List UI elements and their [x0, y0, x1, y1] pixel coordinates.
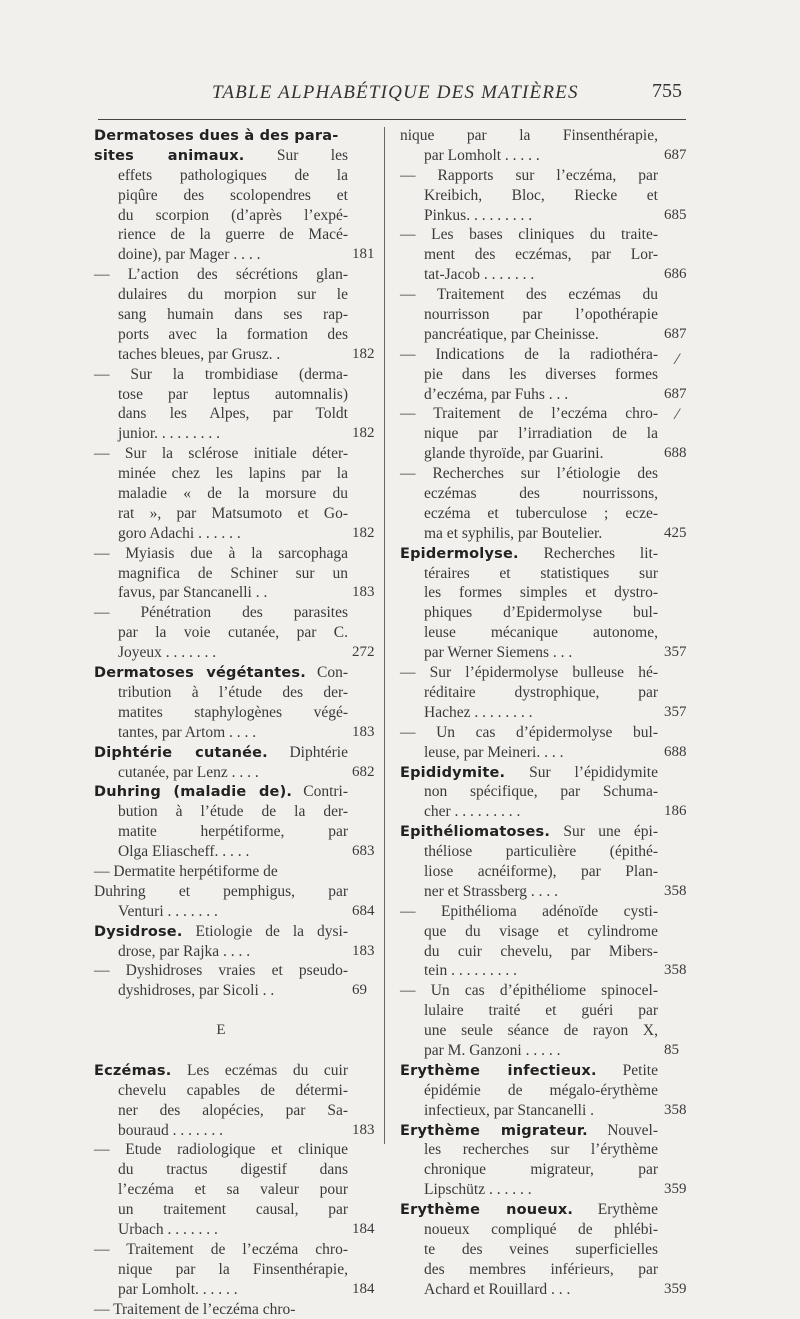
index-line-text: ports avec la formation des	[118, 325, 348, 343]
index-line	[400, 385, 687, 405]
index-line	[400, 683, 658, 703]
index-line	[400, 285, 658, 305]
index-line-text: Urbach . . . . . . .	[118, 1220, 218, 1238]
page-reference: 686	[664, 266, 687, 283]
index-line	[94, 1121, 375, 1141]
index-line	[400, 782, 658, 802]
index-line-text: cutanée, par Lenz . . . .	[118, 763, 259, 781]
page-reference: 688	[664, 743, 687, 760]
index-line	[400, 1081, 658, 1101]
index-line-text: — Les bases cliniques du traite-	[400, 226, 658, 244]
index-line	[400, 564, 658, 584]
index-line-text: Lipschütz . . . . . .	[424, 1181, 532, 1199]
index-line-text: Epithéliomatoses. Sur une épi-	[400, 823, 658, 841]
index-line	[400, 922, 658, 942]
page-reference: 182	[352, 345, 375, 362]
index-line	[94, 564, 348, 584]
index-line-text: lulaire traité et guéri par	[424, 1002, 658, 1020]
page-reference: 425	[664, 524, 687, 541]
index-line-text: maladie « de la morsure du	[118, 485, 348, 503]
index-line-text: tose par leptus automnalis)	[118, 385, 348, 403]
index-line-text: Epididymite. Sur l’épididymite	[400, 763, 658, 781]
index-line	[94, 206, 348, 226]
index-line-text: — Traitement de l’eczéma chro-	[94, 1300, 296, 1318]
index-line	[400, 424, 658, 444]
index-line-text: l’eczéma et sa valeur pour	[118, 1181, 348, 1199]
index-line	[400, 1160, 658, 1180]
index-line	[94, 663, 348, 683]
index-line-text: — Recherches sur l’étiologie des	[400, 465, 658, 483]
index-line	[94, 265, 348, 285]
index-line	[94, 1041, 348, 1061]
index-line	[94, 842, 375, 862]
index-line-text: dulaires du morpion sur le	[118, 286, 348, 304]
index-line	[400, 961, 687, 981]
index-line	[94, 902, 375, 922]
page-reference: 183	[352, 584, 375, 601]
index-line-text: ma et syphilis, par Boutelier.	[424, 524, 603, 542]
page-reference: 272	[352, 644, 375, 661]
index-line	[400, 1001, 658, 1021]
index-line-text: — Sur la sclérose initiale déter-	[94, 445, 348, 463]
index-line	[94, 225, 348, 245]
index-line	[94, 126, 348, 146]
index-line-text: infectieux, par Stancanelli .	[424, 1101, 595, 1119]
index-line	[400, 763, 658, 783]
index-line	[94, 285, 348, 305]
index-line	[400, 663, 658, 683]
index-line	[94, 882, 348, 902]
index-line-text: un traitement causal, par	[118, 1201, 348, 1219]
index-line	[94, 504, 348, 524]
index-line	[94, 404, 348, 424]
index-line-text: — Rapports sur l’eczéma, par	[400, 166, 658, 184]
page-reference: 184	[352, 1220, 375, 1237]
index-line-text: tantes, par Artom . . . .	[118, 723, 257, 741]
index-line-text: du tractus digestif dans	[118, 1161, 348, 1179]
column-divider	[384, 127, 385, 1144]
index-line-text: Olga Eliascheff. . . . .	[118, 843, 250, 861]
index-line-text: sang humain dans ses rap-	[118, 306, 348, 324]
index-line-text: bouraud . . . . . . .	[118, 1121, 224, 1139]
index-line-text: Duhring et pemphigus, par	[94, 882, 348, 900]
index-line-text: sites animaux. Sur les	[94, 146, 348, 164]
index-line-text: matite herpétiforme, par	[118, 823, 348, 841]
index-line	[400, 1220, 658, 1240]
index-line	[400, 703, 687, 723]
index-line	[94, 1160, 348, 1180]
index-line-text: Erythème migrateur. Nouvel-	[400, 1121, 659, 1139]
index-line-text: chronique migrateur, par	[424, 1161, 658, 1179]
index-line-text: doine), par Mager . . . .	[118, 246, 261, 264]
index-line	[94, 146, 348, 166]
index-line	[400, 1121, 658, 1141]
index-line-text: des membres inférieurs, par	[424, 1260, 658, 1278]
index-line	[94, 1200, 348, 1220]
index-line	[400, 345, 658, 365]
page-reference: 182	[352, 524, 375, 541]
index-line-text: ner et Strassberg . . . .	[424, 882, 559, 900]
index-line-text: que du visage et cylindrome	[424, 922, 658, 940]
page-reference: 359	[664, 1181, 687, 1198]
index-line-text: rat », par Matsumoto et Go-	[118, 504, 348, 522]
index-line-text: Dysidrose. Etiologie de la dysi-	[94, 922, 348, 940]
index-line-text: bution à l’étude de la der-	[118, 803, 348, 821]
index-line-text: par la voie cutanée, par C.	[118, 624, 348, 642]
index-line-text: — Traitement de l’eczéma chro-	[400, 405, 658, 423]
page-reference: 186	[664, 803, 687, 820]
index-line-text: minée chez les lapins par la	[118, 465, 348, 483]
index-line	[94, 345, 375, 365]
index-line	[400, 1140, 658, 1160]
index-line-text: Eczémas. Les eczémas du cuir	[94, 1061, 348, 1079]
index-line-text: noueux compliqué de phlébi-	[424, 1220, 658, 1238]
index-line	[94, 643, 375, 663]
index-line	[400, 444, 687, 464]
index-line	[400, 166, 658, 186]
page-reference: 183	[352, 723, 375, 740]
page-reference: 182	[352, 425, 375, 442]
index-line	[400, 743, 687, 763]
index-line-text: tein . . . . . . . . .	[424, 962, 517, 980]
right-column	[400, 126, 687, 1300]
index-line-text: liose acnéiforme), par Plan-	[424, 862, 658, 880]
index-line-text: non spécifique, par Schuma-	[424, 783, 658, 801]
index-line	[400, 126, 658, 146]
index-line-text: nique par la Finsenthérapie,	[118, 1260, 348, 1278]
index-line	[94, 1101, 348, 1121]
index-line	[94, 1081, 348, 1101]
index-line-text: par M. Ganzoni . . . . .	[424, 1041, 561, 1059]
index-line	[400, 1061, 658, 1081]
index-line-text: — Dermatite herpétiforme de	[94, 862, 278, 880]
index-line	[94, 623, 348, 643]
index-line	[94, 1220, 375, 1240]
index-line	[94, 484, 348, 504]
index-line	[400, 146, 687, 166]
page-reference: 687	[664, 385, 687, 402]
index-line-text: — L’action des sécrétions glan-	[94, 266, 348, 284]
index-line	[400, 623, 658, 643]
index-line-text: eczémas des nourrissons,	[424, 485, 658, 503]
index-line	[94, 424, 375, 444]
index-line-text: magnifica de Schiner sur un	[118, 564, 348, 582]
index-line	[94, 922, 348, 942]
index-line	[94, 862, 348, 882]
index-line-text: glande thyroïde, par Guarini.	[424, 445, 604, 463]
index-line	[94, 1180, 348, 1200]
index-line	[94, 683, 348, 703]
index-line	[94, 305, 348, 325]
index-line	[400, 1041, 679, 1061]
index-line	[400, 305, 658, 325]
index-line-text: tribution à l’étude des der-	[118, 683, 348, 701]
index-line-text: leuse, par Meineri. . . .	[424, 743, 564, 761]
index-line	[94, 822, 348, 842]
index-line	[94, 603, 348, 623]
index-line	[400, 186, 658, 206]
index-line	[94, 1300, 348, 1319]
index-line	[94, 942, 375, 962]
index-line	[400, 1280, 687, 1300]
index-line-text: par Werner Siemens . . .	[424, 644, 573, 662]
index-line	[94, 723, 375, 743]
index-line	[94, 782, 348, 802]
index-line-text: — Sur l’épidermolyse bulleuse hé-	[400, 664, 658, 682]
index-line	[400, 225, 658, 245]
index-line-text: Erythème noueux. Erythème	[400, 1201, 658, 1219]
index-line-text: goro Adachi . . . . . .	[118, 524, 241, 542]
index-line-text: — Dyshidroses vraies et pseudo-	[94, 962, 348, 980]
index-line	[400, 1021, 658, 1041]
index-line-text: Dermatoses dues à des para-	[94, 128, 339, 144]
index-line-text: nourrisson par l’opothérapie	[424, 306, 658, 324]
page-number: 755	[652, 80, 682, 102]
index-line	[400, 404, 658, 424]
index-line-text: te des veines superficielles	[424, 1240, 658, 1258]
page-reference: 682	[352, 763, 375, 780]
index-line-text: par Lomholt . . . . .	[424, 146, 540, 164]
index-line-text: ner des alopécies, par Sa-	[118, 1101, 348, 1119]
index-line-text: eczéma et tuberculose ; ecze-	[424, 504, 658, 522]
page-reference: 687	[664, 325, 687, 342]
index-line-text: tat-Jacob . . . . . . .	[424, 266, 535, 284]
index-line-text: — Sur la trombidiase (derma-	[94, 365, 348, 383]
index-line	[94, 703, 348, 723]
page-reference: 183	[352, 942, 375, 959]
pencil-check-mark: ⁄	[676, 352, 679, 368]
index-line	[400, 504, 658, 524]
running-title: TABLE ALPHABÉTIQUE DES MATIÈRES	[212, 82, 579, 103]
index-line-text: Hachez . . . . . . . .	[424, 703, 533, 721]
index-line-text: — Indications de la radiothéra-	[400, 345, 658, 363]
running-header	[0, 82, 800, 112]
index-line-text: par Lomholt. . . . . .	[118, 1280, 238, 1298]
index-line	[94, 1061, 348, 1081]
index-line-text: nique par l’irradiation de la	[424, 425, 658, 443]
index-line	[400, 484, 658, 504]
index-line	[400, 603, 658, 623]
index-line	[400, 1200, 658, 1220]
index-line	[400, 325, 687, 345]
index-line	[94, 524, 375, 544]
index-line-text: effets pathologiques de la	[118, 166, 348, 184]
index-line-text: les recherches sur l’érythème	[424, 1141, 658, 1159]
index-line-text: chevelu capables de détermi-	[118, 1081, 348, 1099]
index-line-text: Diphtérie cutanée. Diphtérie	[94, 743, 348, 761]
index-line-text: rience de la guerre de Macé-	[118, 226, 348, 244]
page-reference: 181	[352, 246, 375, 263]
page-reference: 357	[664, 644, 687, 661]
page-reference: 183	[352, 1121, 375, 1138]
index-line	[400, 1180, 687, 1200]
index-line-text: Pinkus. . . . . . . . .	[424, 206, 533, 224]
index-line-text: Erythème infectieux. Petite	[400, 1061, 658, 1079]
page-reference: 684	[352, 902, 375, 919]
index-line-text: — Epithélioma adénoïde cysti-	[400, 902, 658, 920]
index-line-text: — Traitement des eczémas du	[400, 286, 658, 304]
index-line	[400, 524, 687, 544]
index-line-text: — Un cas d’épithéliome spinocel-	[400, 982, 658, 1000]
index-line	[400, 942, 658, 962]
index-line	[94, 245, 375, 265]
index-line-text: ment des eczémas, par Lor-	[424, 246, 658, 264]
index-line	[94, 365, 348, 385]
index-line	[94, 1240, 348, 1260]
page-reference: 685	[664, 206, 687, 223]
index-line-text: favus, par Stancanelli . .	[118, 584, 268, 602]
index-line-text: — Un cas d’épidermolyse bul-	[400, 723, 658, 741]
index-line-text: Duhring (maladie de). Contri-	[94, 783, 349, 801]
index-line	[94, 961, 348, 981]
page-reference: 184	[352, 1280, 375, 1297]
index-line	[400, 822, 658, 842]
page-reference: 69	[352, 982, 367, 999]
index-line-text: drose, par Rajka . . . .	[118, 942, 251, 960]
page-reference: 357	[664, 703, 687, 720]
index-line	[400, 1101, 687, 1121]
section-letter: E	[216, 1022, 226, 1039]
index-line-text: — Traitement de l’eczéma chro-	[94, 1240, 348, 1258]
index-line	[94, 444, 348, 464]
index-line-text: Epidermolyse. Recherches lit-	[400, 544, 658, 562]
index-line	[94, 1001, 348, 1021]
index-line-text: — Myiasis due à la sarcophaga	[94, 544, 348, 562]
index-line-text: une seule séance de rayon X,	[424, 1022, 658, 1040]
index-line-text: junior. . . . . . . . .	[118, 425, 221, 443]
index-line-text: réditaire dystrophique, par	[424, 683, 658, 701]
index-line	[400, 464, 658, 484]
index-line-text: épidémie de mégalo-érythème	[424, 1081, 658, 1099]
index-line-text: nique par la Finsenthérapie,	[400, 127, 658, 144]
index-line	[400, 583, 658, 603]
index-line-text: — Etude radiologique et clinique	[94, 1141, 348, 1159]
index-line	[400, 902, 658, 922]
header-rule	[98, 119, 686, 120]
page-reference: 683	[352, 843, 375, 860]
page-reference: 358	[664, 882, 687, 899]
index-line-text: théliose particulière (épithé-	[424, 843, 658, 861]
index-line	[94, 802, 348, 822]
index-line	[400, 265, 687, 285]
index-line-text: taches bleues, par Grusz. .	[118, 345, 281, 363]
index-line-text: du scorpion (d’après l’expé-	[118, 206, 348, 224]
index-line	[94, 325, 348, 345]
page-reference: 358	[664, 1101, 687, 1118]
index-line	[400, 206, 687, 226]
index-line-text: matites staphylogènes végé-	[118, 703, 348, 721]
left-column	[94, 126, 375, 1319]
index-line	[400, 862, 658, 882]
index-line-text: — Pénétration des parasites	[94, 604, 348, 622]
index-line	[400, 365, 658, 385]
index-line	[400, 981, 658, 1001]
index-line-text: Kreibich, Bloc, Riecke et	[424, 186, 658, 204]
page-reference: 687	[664, 146, 687, 163]
index-line	[400, 1240, 658, 1260]
index-line	[94, 743, 348, 763]
index-line	[94, 166, 348, 186]
index-line-text: Venturi . . . . . . .	[118, 902, 218, 920]
index-line	[94, 981, 367, 1001]
index-line-text: pancréatique, par Cheinisse.	[424, 325, 599, 343]
index-line	[400, 643, 687, 663]
index-line	[94, 464, 348, 484]
index-line-text: Dermatoses végétantes. Con-	[94, 664, 349, 682]
index-line-text: d’eczéma, par Fuhs . . .	[424, 385, 569, 403]
index-line-text: leuse mécanique autonome,	[424, 624, 658, 642]
index-line-text: cher . . . . . . . . .	[424, 803, 521, 821]
index-line	[400, 245, 658, 265]
index-line-text: Joyeux . . . . . . .	[118, 644, 217, 662]
index-line	[400, 842, 658, 862]
index-line	[94, 385, 348, 405]
page-reference: 688	[664, 445, 687, 462]
index-line-text: téraires et statistiques sur	[424, 564, 658, 582]
index-line-text: du cuir chevelu, par Mibers-	[424, 942, 658, 960]
index-line	[94, 583, 375, 603]
index-line-text: pie dans les diverses formes	[424, 365, 658, 383]
index-line-text: piqûre des scolopendres et	[118, 186, 348, 204]
index-line-text: Achard et Rouillard . . .	[424, 1280, 571, 1298]
page-reference: 85	[664, 1041, 679, 1058]
index-line-text: les formes simples et dystro-	[424, 584, 658, 602]
index-line	[400, 723, 658, 743]
index-line	[94, 544, 348, 564]
index-line-text: phiques d’Epidermolyse bul-	[424, 604, 658, 622]
index-line	[400, 544, 658, 564]
index-line	[94, 1280, 375, 1300]
index-line	[400, 882, 687, 902]
page-reference: 358	[664, 962, 687, 979]
index-line	[400, 802, 687, 822]
index-line	[94, 1140, 348, 1160]
index-line	[94, 186, 348, 206]
index-line	[94, 763, 375, 783]
page-reference: 359	[664, 1280, 687, 1297]
index-line-text: dans les Alpes, par Toldt	[118, 405, 348, 423]
index-line-text: dyshidroses, par Sicoli . .	[118, 982, 275, 1000]
pencil-check-mark: ⁄	[676, 407, 679, 423]
